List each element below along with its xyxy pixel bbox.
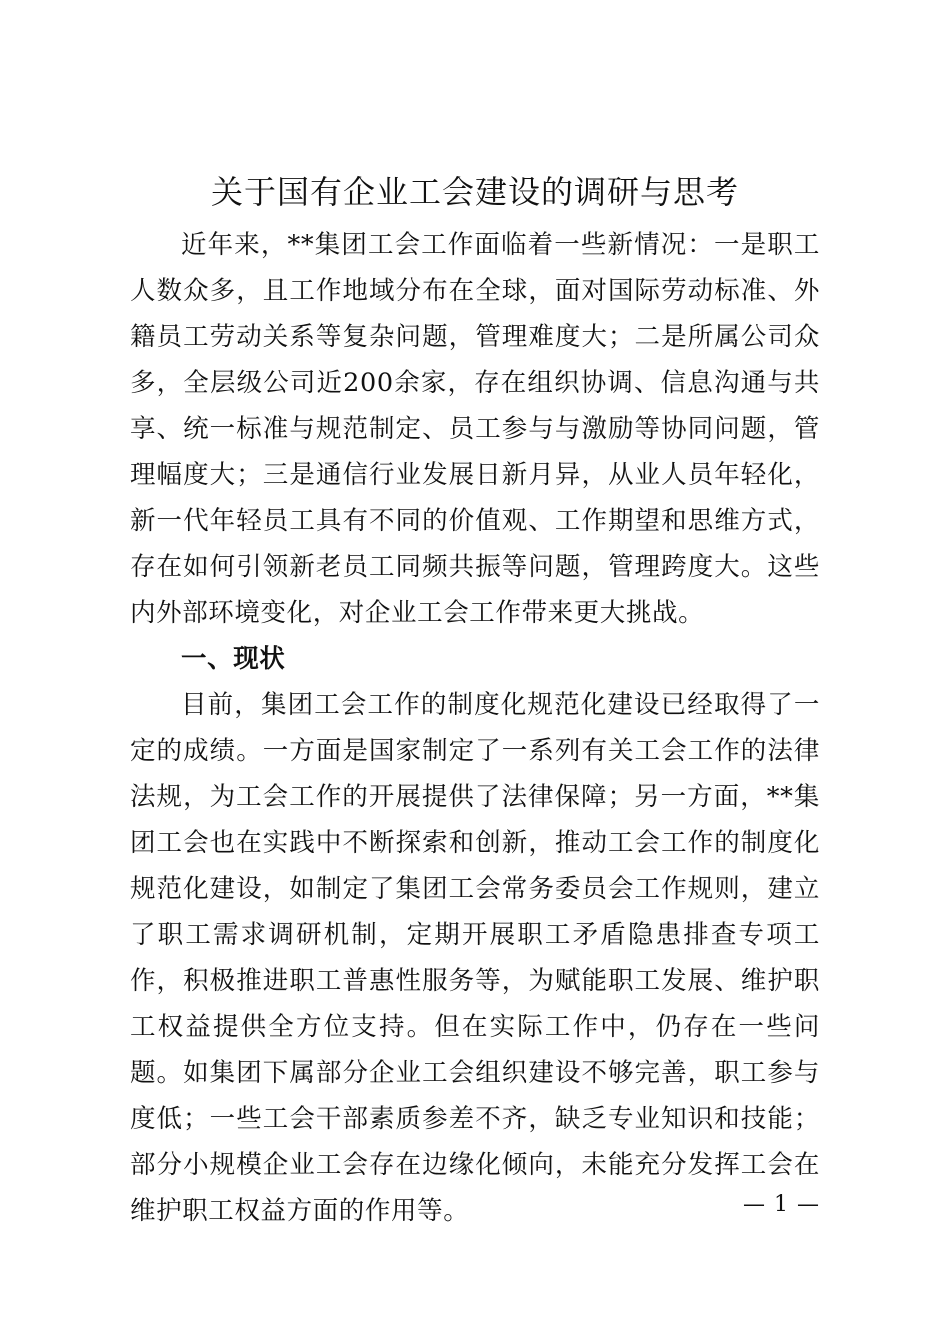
- section-heading-status: 一、现状: [181, 644, 286, 674]
- intro-paragraph: 近年来，**集团工会工作面临着一些新情况：一是职工人数众多，且工作地域分布在全球，面对国际劳动标准、外籍员工劳动关系等复杂问题，管理难度大；二是所属公司众多，全层级公司近200余家，存在组织协调、信息沟通与共享、统一标准与规范制定、员工参与与激励等协同问题，管理幅度大；三是通信行业发展日新月异，从业人员年轻化，新一代年轻员工具有不同的价值观、工作期望和思维方式，存在如何引领新老员工同频共振等问题，管理跨度大。这些内外部环境变化，对企业工会工作带来更大挑战。: [130, 230, 820, 628]
- document-title: 关于国有企业工会建设的调研与思考: [210, 173, 739, 211]
- page-number: — 1 —: [743, 1192, 820, 1217]
- status-paragraph: 目前，集团工会工作的制度化规范化建设已经取得了一定的成绩。一方面是国家制定了一系列有关工会工作的法律法规，为工会工作的开展提供了法律保障；另一方面，**集团工会也在实践中不断探索和创新，推动工会工作的制度化规范化建设，如制定了集团工会常务委员会工作规则，建立了职工需求调研机制，定期开展职工矛盾隐患排查专项工作，积极推进职工普惠性服务等，为赋能职工发展、维护职工权益提供全方位支持。但在实际工作中，仍存在一些问题。如集团下属部分企业工会组织建设不够完善，职工参与度低；一些工会干部素质参差不齐，缺乏专业知识和技能；部分小规模企业工会存在边缘化倾向，未能充分发挥工会在维护职工权益方面的作用等。: [130, 690, 820, 1226]
